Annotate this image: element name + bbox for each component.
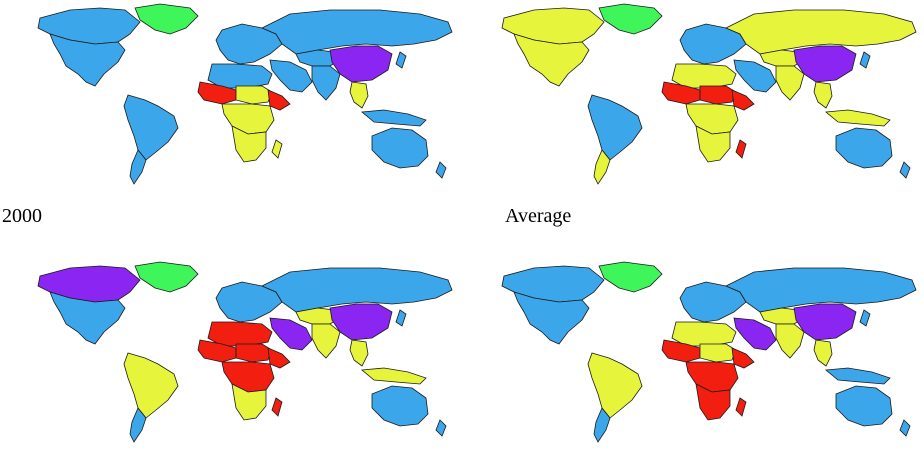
region-horn-africa <box>268 90 290 110</box>
region-horn-africa <box>732 90 754 110</box>
region-north-africa <box>672 322 736 346</box>
world-map-top-left <box>0 0 460 190</box>
region-greenland <box>599 262 662 292</box>
region-central-africa <box>686 362 738 392</box>
region-middle-east <box>270 318 312 350</box>
region-indonesia <box>826 110 890 126</box>
region-new-zealand <box>900 162 910 178</box>
region-south-america <box>588 353 642 418</box>
world-map-bottom-right <box>464 258 924 448</box>
landmass-group <box>502 4 916 184</box>
region-middle-east <box>270 60 312 92</box>
region-japan <box>396 52 406 68</box>
region-middle-east <box>734 318 776 350</box>
region-new-zealand <box>436 162 446 178</box>
region-north-africa <box>208 64 272 88</box>
caption-average: Average <box>505 205 572 227</box>
landmass-group <box>38 262 452 442</box>
region-australia <box>372 386 428 426</box>
region-sahel-east <box>236 344 272 362</box>
region-horn-africa <box>268 348 290 368</box>
region-central-africa <box>686 104 738 134</box>
region-north-africa <box>208 322 272 346</box>
world-map-top-right <box>464 0 924 190</box>
region-sahel-east <box>700 344 736 362</box>
region-india <box>776 324 804 358</box>
region-greenland <box>135 262 198 292</box>
region-southeast-asia <box>814 82 832 108</box>
region-japan <box>860 52 870 68</box>
region-sahel-east <box>236 86 272 104</box>
region-south-america <box>124 353 178 418</box>
map-svg <box>0 0 460 190</box>
region-australia <box>372 128 428 168</box>
region-australia <box>836 128 892 168</box>
region-madagascar <box>272 140 282 158</box>
region-japan <box>396 310 406 326</box>
map-svg <box>464 258 924 448</box>
region-southeast-asia <box>350 82 368 108</box>
region-sahel-east <box>700 86 736 104</box>
region-india <box>776 66 804 100</box>
caption-2000: 2000 <box>2 205 42 227</box>
region-southeast-asia <box>814 340 832 366</box>
region-middle-east <box>734 60 776 92</box>
region-madagascar <box>272 398 282 416</box>
region-south-america <box>588 95 642 160</box>
landmass-group <box>38 4 452 184</box>
landmass-group <box>502 262 916 442</box>
world-map-bottom-left <box>0 258 460 448</box>
region-indonesia <box>362 368 426 384</box>
region-madagascar <box>736 398 746 416</box>
region-horn-africa <box>732 348 754 368</box>
region-greenland <box>599 4 662 34</box>
region-japan <box>860 310 870 326</box>
region-north-africa <box>672 64 736 88</box>
region-new-zealand <box>900 420 910 436</box>
region-central-africa <box>222 362 274 392</box>
region-australia <box>836 386 892 426</box>
region-greenland <box>135 4 198 34</box>
region-southeast-asia <box>350 340 368 366</box>
map-svg <box>0 258 460 448</box>
region-indonesia <box>362 110 426 126</box>
region-south-america <box>124 95 178 160</box>
map-svg <box>464 0 924 190</box>
region-india <box>312 324 340 358</box>
region-india <box>312 66 340 100</box>
region-madagascar <box>736 140 746 158</box>
region-central-africa <box>222 104 274 134</box>
region-indonesia <box>826 368 890 384</box>
region-new-zealand <box>436 420 446 436</box>
